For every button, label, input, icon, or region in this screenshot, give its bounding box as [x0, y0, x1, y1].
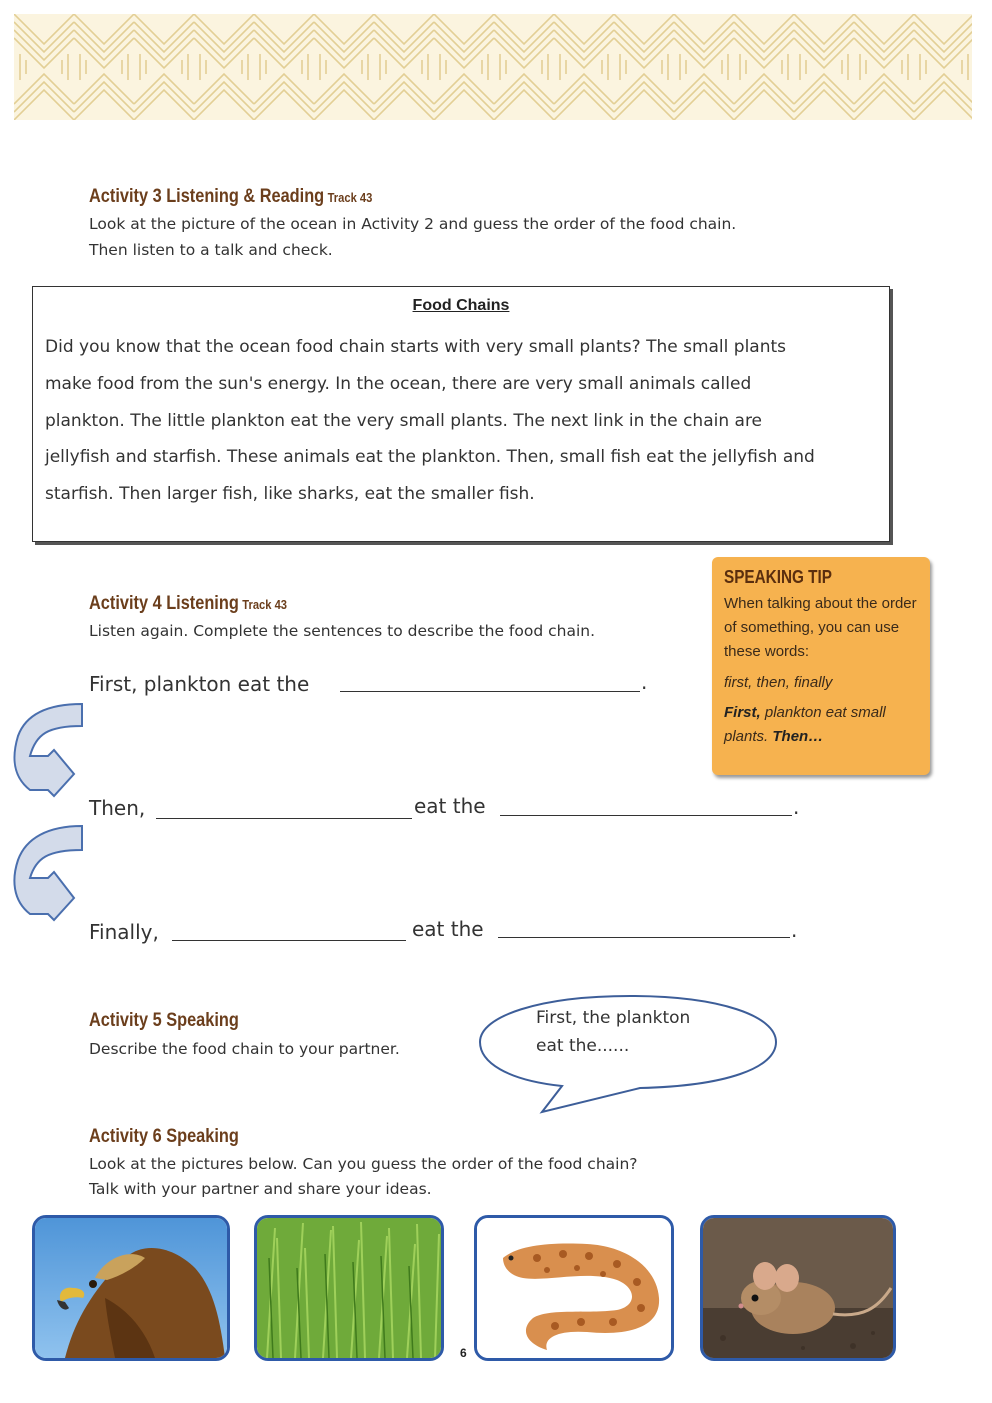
activity3-heading [89, 186, 372, 208]
activity6-instruction-line1: Look at the pictures below. Can you guess the order of the food chain? [89, 1155, 638, 1173]
speech-bubble-text [536, 1004, 690, 1060]
sentence2-blank1[interactable] [156, 818, 412, 819]
snake-image [477, 1218, 671, 1358]
curved-arrow-icon [8, 822, 88, 926]
sentence2-blank2[interactable] [500, 815, 792, 816]
sentence1-start: First, plankton eat the [89, 672, 310, 696]
speaking-tip-text: When talking about the order of something, you can use these words: [724, 595, 917, 660]
activity3-instruction-line2: Then listen to a talk and check. [89, 241, 333, 259]
curved-arrow-icon [8, 696, 88, 800]
eagle-image [35, 1218, 227, 1358]
activity4-title: Activity 4 Listening [89, 593, 239, 614]
reading-line: starfish. Then larger fish, like sharks, eat the smaller fish. [45, 484, 535, 504]
activity4-track: Track 43 [242, 597, 288, 612]
speaking-tip-words: first, then, finally [724, 674, 833, 691]
speaking-tip-example [724, 701, 918, 749]
grass-image [257, 1218, 441, 1358]
activity4-instruction: Listen again. Complete the sentences to describe the food chain. [89, 622, 596, 640]
reading-line: make food from the sun's energy. In the ocean, there are very small animals called [45, 374, 752, 394]
snake-photo [474, 1215, 674, 1361]
speaking-tip-box [712, 557, 930, 775]
speaking-tip-then: Then… [772, 728, 824, 745]
header-pattern-graphic [14, 14, 972, 120]
page-number: 6 [460, 1346, 467, 1360]
activity6-instruction-line2: Talk with your partner and share your ideas. [89, 1180, 432, 1198]
bubble-line2: eat the...... [536, 1036, 630, 1056]
reading-title: Food Chains [412, 297, 510, 314]
reading-line: plankton. The little plankton eat the very small plants. The next link in the chain are [45, 411, 763, 431]
activity3-title: Activity 3 Listening & Reading [89, 186, 325, 207]
header-pattern [14, 14, 972, 120]
mouse-photo [700, 1215, 896, 1361]
activity5-instruction: Describe the food chain to your partner. [89, 1040, 400, 1058]
mouse-image [703, 1218, 893, 1358]
eagle-photo [32, 1215, 230, 1361]
sentence3-blank1[interactable] [172, 940, 406, 941]
reading-line: Did you know that the ocean food chain starts with very small plants? The small plants [45, 337, 787, 357]
activity5-title: Activity 5 Speaking [89, 1010, 239, 1031]
sentence3-period: . [791, 918, 798, 942]
activity3-track: Track 43 [327, 190, 373, 205]
reading-passage-box [32, 286, 890, 542]
activity3-instruction-line1: Look at the picture of the ocean in Activity 2 and guess the order of the food chain. [89, 215, 737, 233]
speaking-tip-example-mid: plankton eat small plants. [724, 704, 886, 745]
sentence2-period: . [793, 795, 800, 819]
activity6-title: Activity 6 Speaking [89, 1126, 239, 1147]
bubble-line1: First, the plankton [536, 1008, 691, 1028]
sentence1-blank[interactable] [340, 691, 640, 692]
sentence2-mid: eat the [414, 794, 486, 818]
sentence3-mid: eat the [412, 917, 484, 941]
grass-photo [254, 1215, 444, 1361]
sentence1-period: . [641, 670, 648, 694]
speaking-tip-first: First, [724, 704, 761, 721]
reading-line: jellyfish and starfish. These animals eat the plankton. Then, small fish eat the jellyfish and [45, 447, 815, 467]
sentence3-blank2[interactable] [498, 937, 790, 938]
speaking-tip-title: SPEAKING TIP [724, 567, 832, 587]
activity4-heading [89, 593, 287, 615]
sentence2-start: Then, [89, 796, 146, 820]
sentence3-start: Finally, [89, 920, 159, 944]
